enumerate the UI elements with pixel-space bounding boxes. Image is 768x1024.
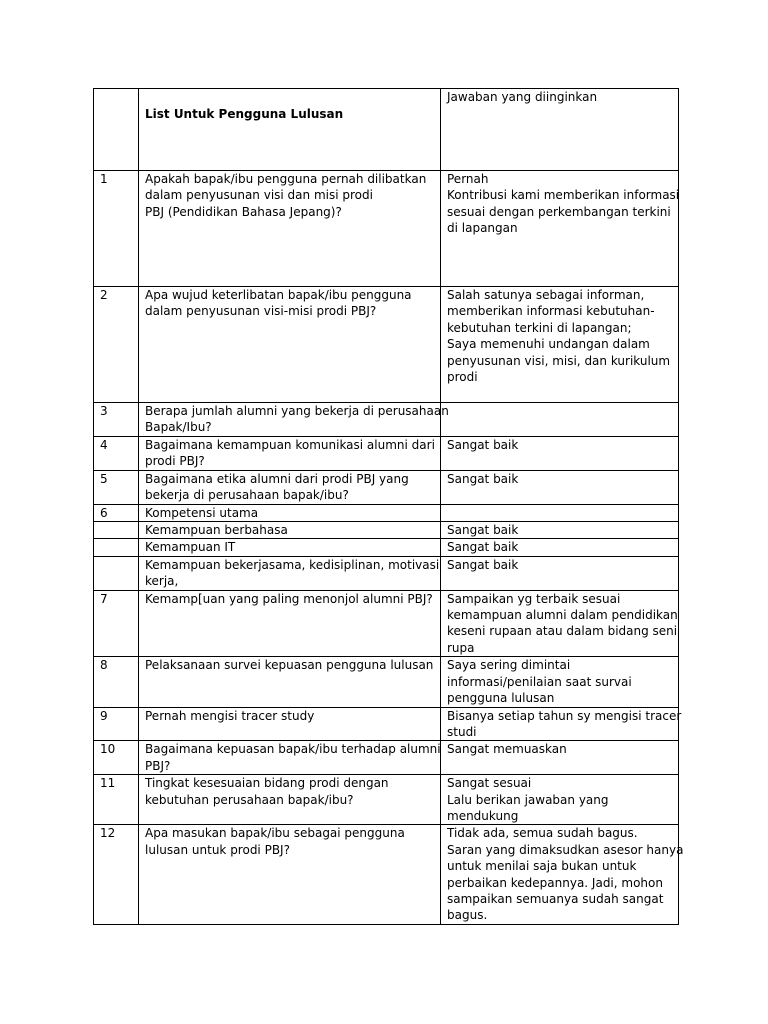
question-line: Kemamp[uan yang paling menonjol alumni PBJ?	[145, 591, 433, 606]
row-number: 8	[94, 657, 139, 707]
table-row	[94, 437, 679, 471]
answer-line: kebutuhan terkini di lapangan;	[447, 320, 632, 335]
answer-cell	[441, 287, 679, 403]
row-number: 6	[94, 504, 139, 521]
question-line: Apa masukan bapak/ibu sebagai pengguna	[145, 826, 405, 841]
answer-cell	[441, 590, 679, 657]
table-row	[94, 171, 679, 287]
row-number: 1	[94, 171, 139, 287]
table-row	[94, 590, 679, 657]
answer-line: memberikan informasi kebutuhan-	[447, 304, 655, 319]
answer-line: Sangat baik	[447, 540, 519, 555]
answer-line: informasi/penilaian saat survai	[447, 674, 632, 689]
question-line: Apa wujud keterlibatan bapak/ibu pengguna	[145, 288, 412, 302]
header-question-cell	[139, 89, 441, 171]
row-number: 4	[94, 437, 139, 471]
answer-cell	[441, 775, 679, 825]
row-number	[94, 556, 139, 590]
answer-line: pengguna lulusan	[447, 691, 555, 706]
table-row	[94, 556, 679, 590]
answer-line: untuk menilai saja bukan untuk	[447, 859, 637, 874]
question-line: PBJ?	[145, 758, 171, 773]
question-line: Bagaimana kepuasan bapak/ibu terhadap alumni	[145, 742, 441, 757]
answer-cell	[441, 657, 679, 707]
row-number: 10	[94, 741, 139, 775]
answer-cell	[441, 522, 679, 539]
question-cell	[139, 775, 441, 825]
answer-line: Lalu berikan jawaban yang	[447, 792, 609, 807]
header-answer-cell	[441, 89, 679, 171]
answer-cell	[441, 707, 682, 741]
answer-line: penyusunan visi, misi, dan kurikulum	[447, 353, 671, 368]
row-number: 2	[94, 287, 139, 403]
answer-column-title: Jawaban yang diinginkan	[447, 90, 598, 104]
table-row	[94, 470, 679, 504]
answer-cell	[441, 403, 679, 437]
table-row	[94, 741, 679, 775]
answer-line: kemampuan alumni dalam pendidikan	[447, 608, 678, 623]
table-row	[94, 504, 679, 521]
answer-line: sampaikan semuanya sudah sangat	[447, 891, 664, 906]
question-cell	[139, 287, 441, 403]
row-number: 11	[94, 775, 139, 825]
answer-line: Saya memenuhi undangan dalam	[447, 337, 650, 352]
question-line: kerja,	[145, 574, 179, 589]
answer-line: di lapangan	[447, 221, 518, 236]
question-line: Bapak/Ibu?	[145, 420, 212, 435]
question-line: Kemampuan berbahasa	[145, 523, 288, 538]
question-line: PBJ (Pendidikan Bahasa Jepang)?	[145, 204, 342, 219]
answer-line: Salah satunya sebagai informan,	[447, 288, 645, 302]
header-number-cell	[94, 89, 139, 171]
table-row	[94, 522, 679, 539]
answer-line: Sangat baik	[447, 471, 519, 486]
table-row	[94, 287, 679, 403]
question-line: bekerja di perusahaan bapak/ibu?	[145, 488, 349, 503]
answer-line: perbaikan kedepannya. Jadi, mohon	[447, 875, 663, 890]
answer-line: Bisanya setiap tahun sy mengisi tracer	[447, 708, 682, 723]
question-line: Kemampuan bekerjasama, kedisiplinan, motivasi	[145, 557, 440, 572]
question-cell	[139, 403, 449, 437]
answer-line: sesuai dengan perkembangan terkini	[447, 204, 671, 219]
question-line: Kemampuan IT	[145, 540, 236, 555]
question-line: prodi PBJ?	[145, 454, 205, 469]
question-line: Berapa jumlah alumni yang bekerja di perusahaan	[145, 404, 449, 418]
question-cell	[139, 825, 441, 924]
question-line: Kompetensi utama	[145, 505, 259, 520]
answer-line: bagus.	[447, 908, 488, 923]
row-number: 5	[94, 470, 139, 504]
table-title: List Untuk Pengguna Lulusan	[145, 107, 344, 121]
answer-line: Sangat sesuai	[447, 776, 532, 791]
question-line: Bagaimana etika alumni dari prodi PBJ yang	[145, 471, 409, 486]
questionnaire-table	[93, 88, 684, 925]
answer-cell	[441, 539, 679, 556]
answer-cell	[441, 741, 679, 775]
question-cell	[139, 470, 441, 504]
row-number	[94, 522, 139, 539]
question-cell	[139, 657, 441, 707]
row-number: 9	[94, 707, 139, 741]
answer-line: Sangat baik	[447, 523, 519, 538]
question-cell	[139, 171, 441, 287]
question-cell	[139, 707, 441, 741]
question-cell	[139, 504, 441, 521]
answer-line: mendukung	[447, 808, 519, 823]
row-number: 7	[94, 590, 139, 657]
answer-line: Sampaikan yg terbaik sesuai	[447, 591, 621, 606]
question-line: Tingkat kesesuaian bidang prodi dengan	[145, 776, 389, 791]
table-row	[94, 775, 679, 825]
question-cell	[139, 522, 441, 539]
answer-line: Saya sering dimintai	[447, 658, 571, 673]
question-line: Apakah bapak/ibu pengguna pernah dilibatkan	[145, 172, 427, 186]
answer-line: Kontribusi kami memberikan informasi	[447, 188, 680, 203]
answer-line: Tidak ada, semua sudah bagus.	[447, 826, 638, 841]
table-row	[94, 707, 679, 741]
answer-line: Sangat memuaskan	[447, 742, 567, 757]
answer-line: prodi	[447, 370, 478, 385]
answer-line: Saran yang dimaksudkan asesor hanya	[447, 842, 684, 857]
header-row	[94, 89, 679, 171]
question-cell	[139, 437, 441, 471]
answer-cell	[441, 437, 679, 471]
answer-line: Sangat baik	[447, 438, 519, 452]
table-row	[94, 825, 679, 924]
question-line: dalam penyusunan visi-misi prodi PBJ?	[145, 304, 377, 319]
row-number: 12	[94, 825, 139, 924]
answer-line: Sangat baik	[447, 557, 519, 572]
question-line: dalam penyusunan visi dan misi prodi	[145, 188, 373, 203]
answer-line: studi	[447, 724, 477, 739]
answer-cell	[441, 556, 679, 590]
question-line: kebutuhan perusahaan bapak/ibu?	[145, 792, 354, 807]
question-cell	[139, 590, 441, 657]
question-cell	[139, 741, 441, 775]
table-row	[94, 403, 679, 437]
answer-line: keseni rupaan atau dalam bidang seni	[447, 624, 678, 639]
answer-cell	[441, 504, 679, 521]
question-line: lulusan untuk prodi PBJ?	[145, 842, 290, 857]
answer-cell	[441, 470, 679, 504]
row-number	[94, 539, 139, 556]
question-line: Pernah mengisi tracer study	[145, 708, 315, 723]
row-number: 3	[94, 403, 139, 437]
answer-cell	[441, 171, 679, 287]
question-line: Pelaksanaan survei kepuasan pengguna lulusan	[145, 658, 434, 673]
answer-cell	[441, 825, 684, 924]
table-row	[94, 657, 679, 707]
question-line: Bagaimana kemampuan komunikasi alumni dari	[145, 438, 435, 452]
question-cell	[139, 556, 441, 590]
question-cell	[139, 539, 441, 556]
answer-line: rupa	[447, 640, 475, 655]
table-row	[94, 539, 679, 556]
answer-line: Pernah	[447, 172, 489, 186]
